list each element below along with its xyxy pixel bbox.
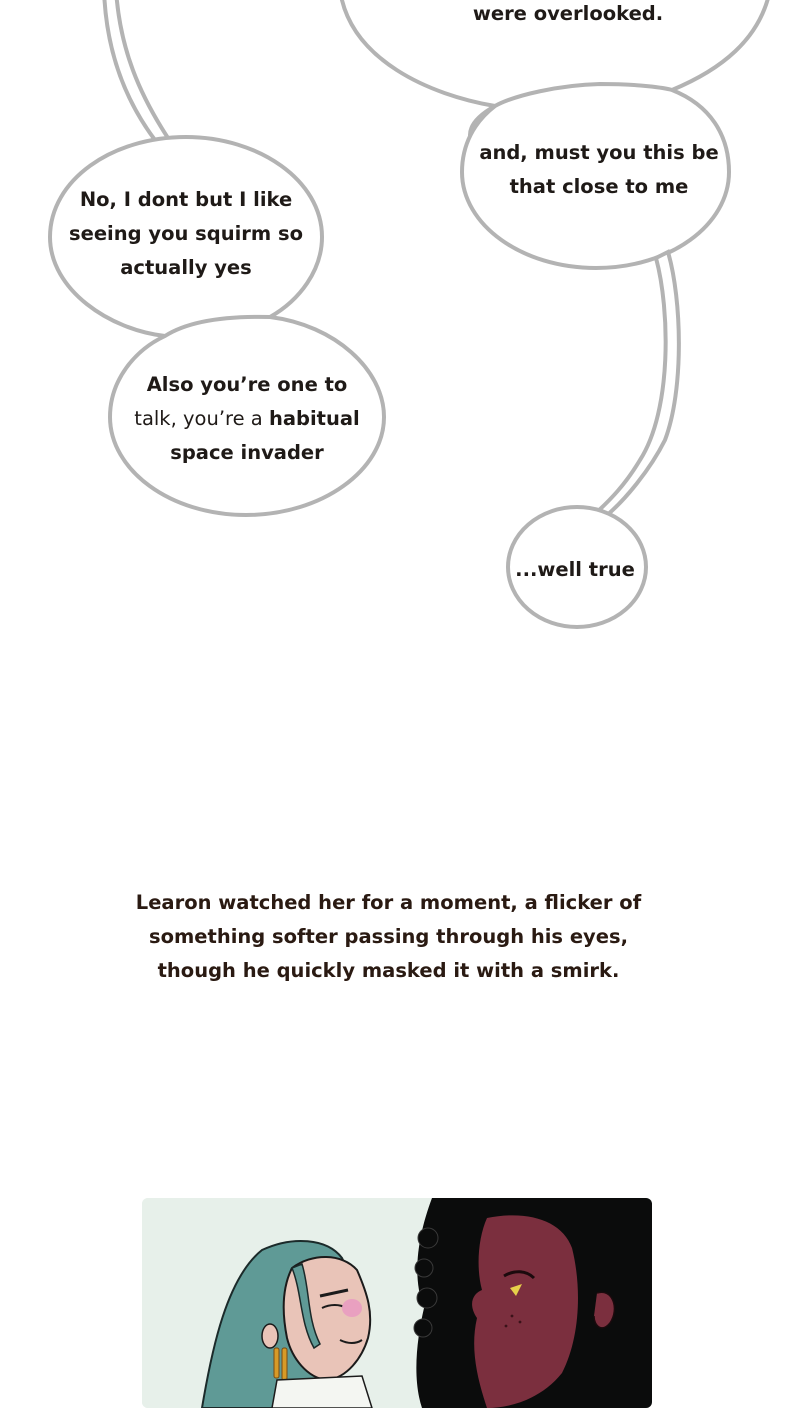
- bubble-text-line: that close to me: [509, 175, 689, 198]
- bubble-text-line: space invader: [170, 441, 324, 464]
- bubble-left-2-text: [117, 368, 377, 470]
- bubble-left-connector: [104, 0, 168, 140]
- bubble-left-1-text: [56, 183, 316, 285]
- bubble-top-right-text: [440, 0, 696, 31]
- bubble-text-line: ...well true: [515, 558, 635, 581]
- bubble-text-line: [117, 402, 377, 436]
- bubble-right-connector: [597, 252, 679, 516]
- bubble-text-line: were overlooked.: [472, 2, 664, 25]
- comic-illustration: [142, 1198, 652, 1408]
- bubble-right-small-text: [508, 553, 642, 587]
- bubble-text-line: No, I dont but I like: [79, 188, 293, 211]
- bubble-text-fragment: talk, you’re a: [134, 407, 269, 430]
- bubble-text-line: and, must you this be: [479, 141, 719, 164]
- narration-line: Learon watched her for a moment, a flicker of: [135, 891, 642, 914]
- comic-panel: [142, 1198, 652, 1408]
- bubble-text-line: seeing you squirm so: [68, 222, 303, 245]
- narration-line: something softer passing through his eyes,: [148, 925, 629, 948]
- bubble-text-line: actually yes: [120, 256, 252, 279]
- bubble-right-1-text: [468, 136, 730, 204]
- narration-text: [120, 886, 657, 988]
- bubble-text-emphasis: habitual: [268, 407, 360, 430]
- bubble-text-line: Also you’re one to: [146, 373, 348, 396]
- narration-line: though he quickly masked it with a smirk.: [157, 959, 620, 982]
